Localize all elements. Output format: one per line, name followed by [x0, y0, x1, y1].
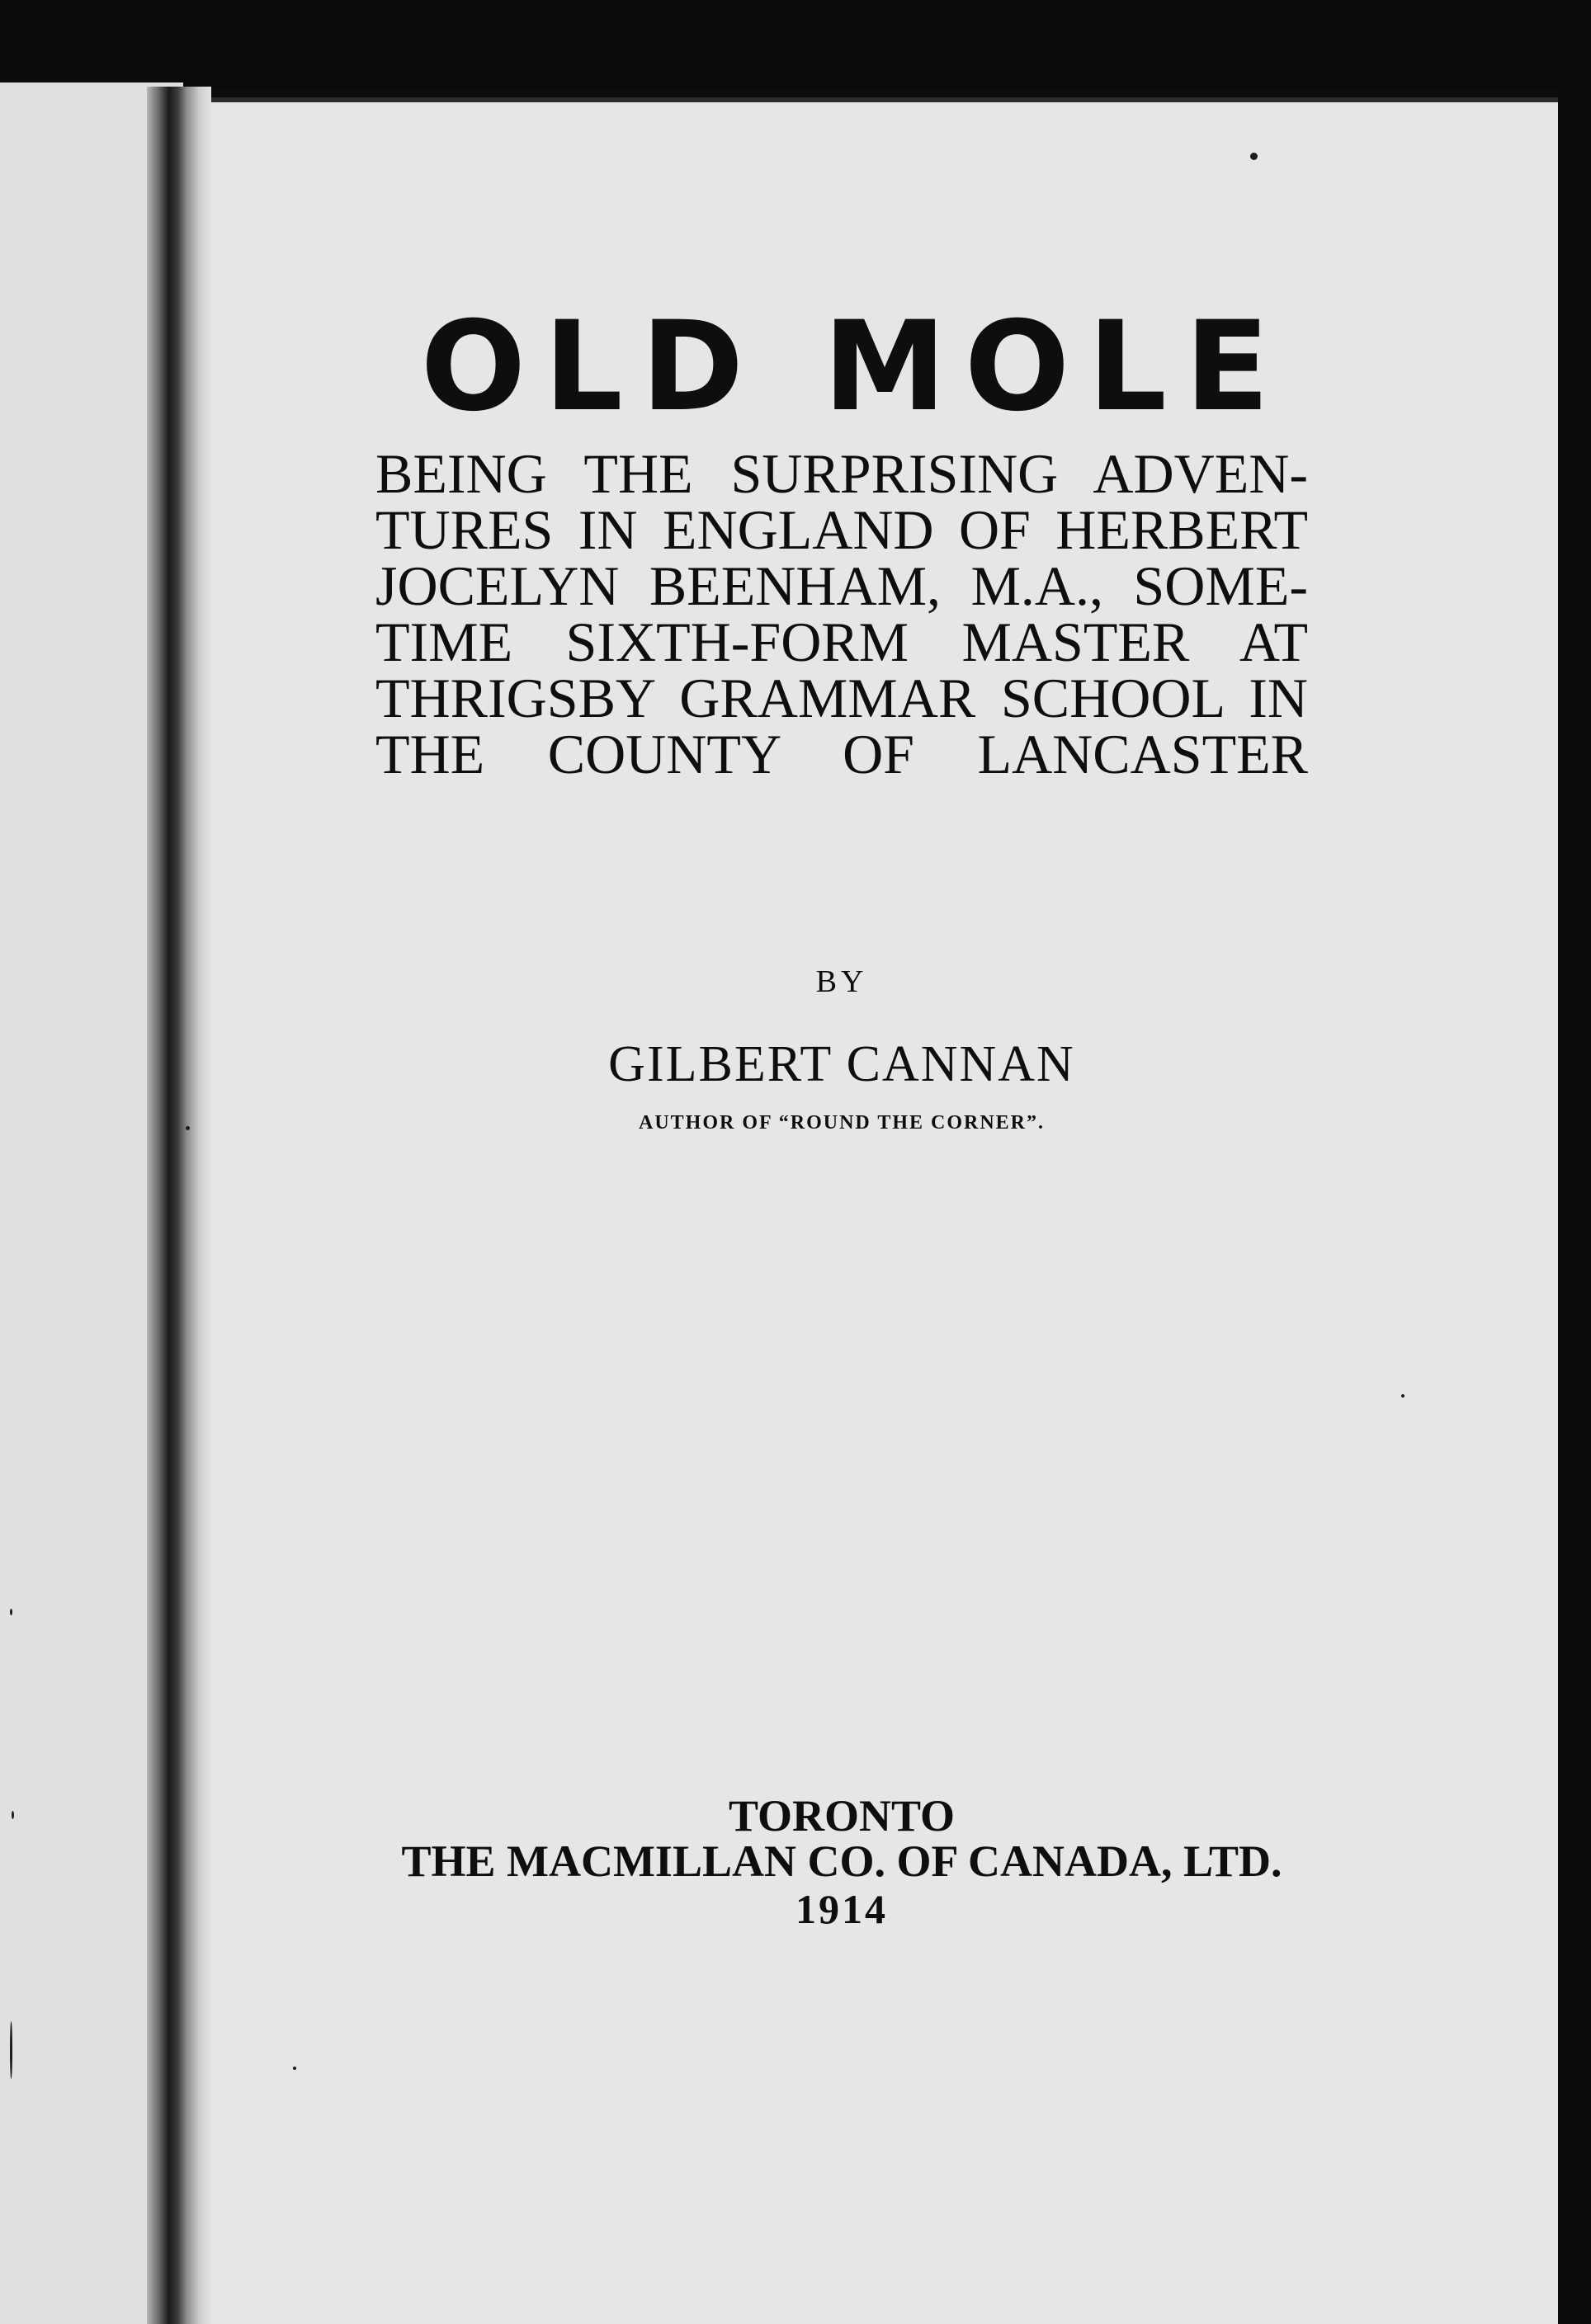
imprint-year: 1914 [796, 1886, 888, 1932]
subtitle-line: TURES IN ENGLAND OF HERBERT [375, 498, 1308, 561]
book-gutter [147, 87, 211, 2324]
subtitle-line: TIME SIXTH-FORM MASTER AT [375, 610, 1308, 673]
scan-speck [12, 1811, 14, 1819]
subtitle-line: THE COUNTY OF LANCASTER [375, 723, 1308, 785]
book-title: OLD MOLE [420, 295, 1288, 439]
scan-speck [1250, 153, 1258, 160]
subtitle-line: BEING THE SURPRISING ADVEN- [375, 442, 1308, 505]
scan-border-right [1558, 0, 1591, 2324]
subtitle-line: THRIGSBY GRAMMAR SCHOOL IN [375, 667, 1308, 729]
book-subtitle [375, 442, 1308, 785]
scan-speck [10, 1609, 12, 1615]
imprint-city: TORONTO [728, 1791, 956, 1841]
author-note: AUTHOR OF “ROUND THE CORNER”. [638, 1112, 1046, 1134]
subtitle-line: JOCELYN BEENHAM, M.A., SOME- [375, 554, 1308, 617]
imprint-publisher: THE MACMILLAN CO. OF CANADA, LTD. [401, 1836, 1282, 1886]
scan-speck [1401, 1394, 1405, 1398]
author-name: GILBERT CANNAN [608, 1036, 1075, 1092]
scan-speck [10, 2021, 12, 2079]
scan-speck [186, 1126, 190, 1130]
scan-border-top [0, 0, 1591, 89]
by-label: BY [815, 964, 868, 999]
scan-speck [293, 2067, 296, 2070]
